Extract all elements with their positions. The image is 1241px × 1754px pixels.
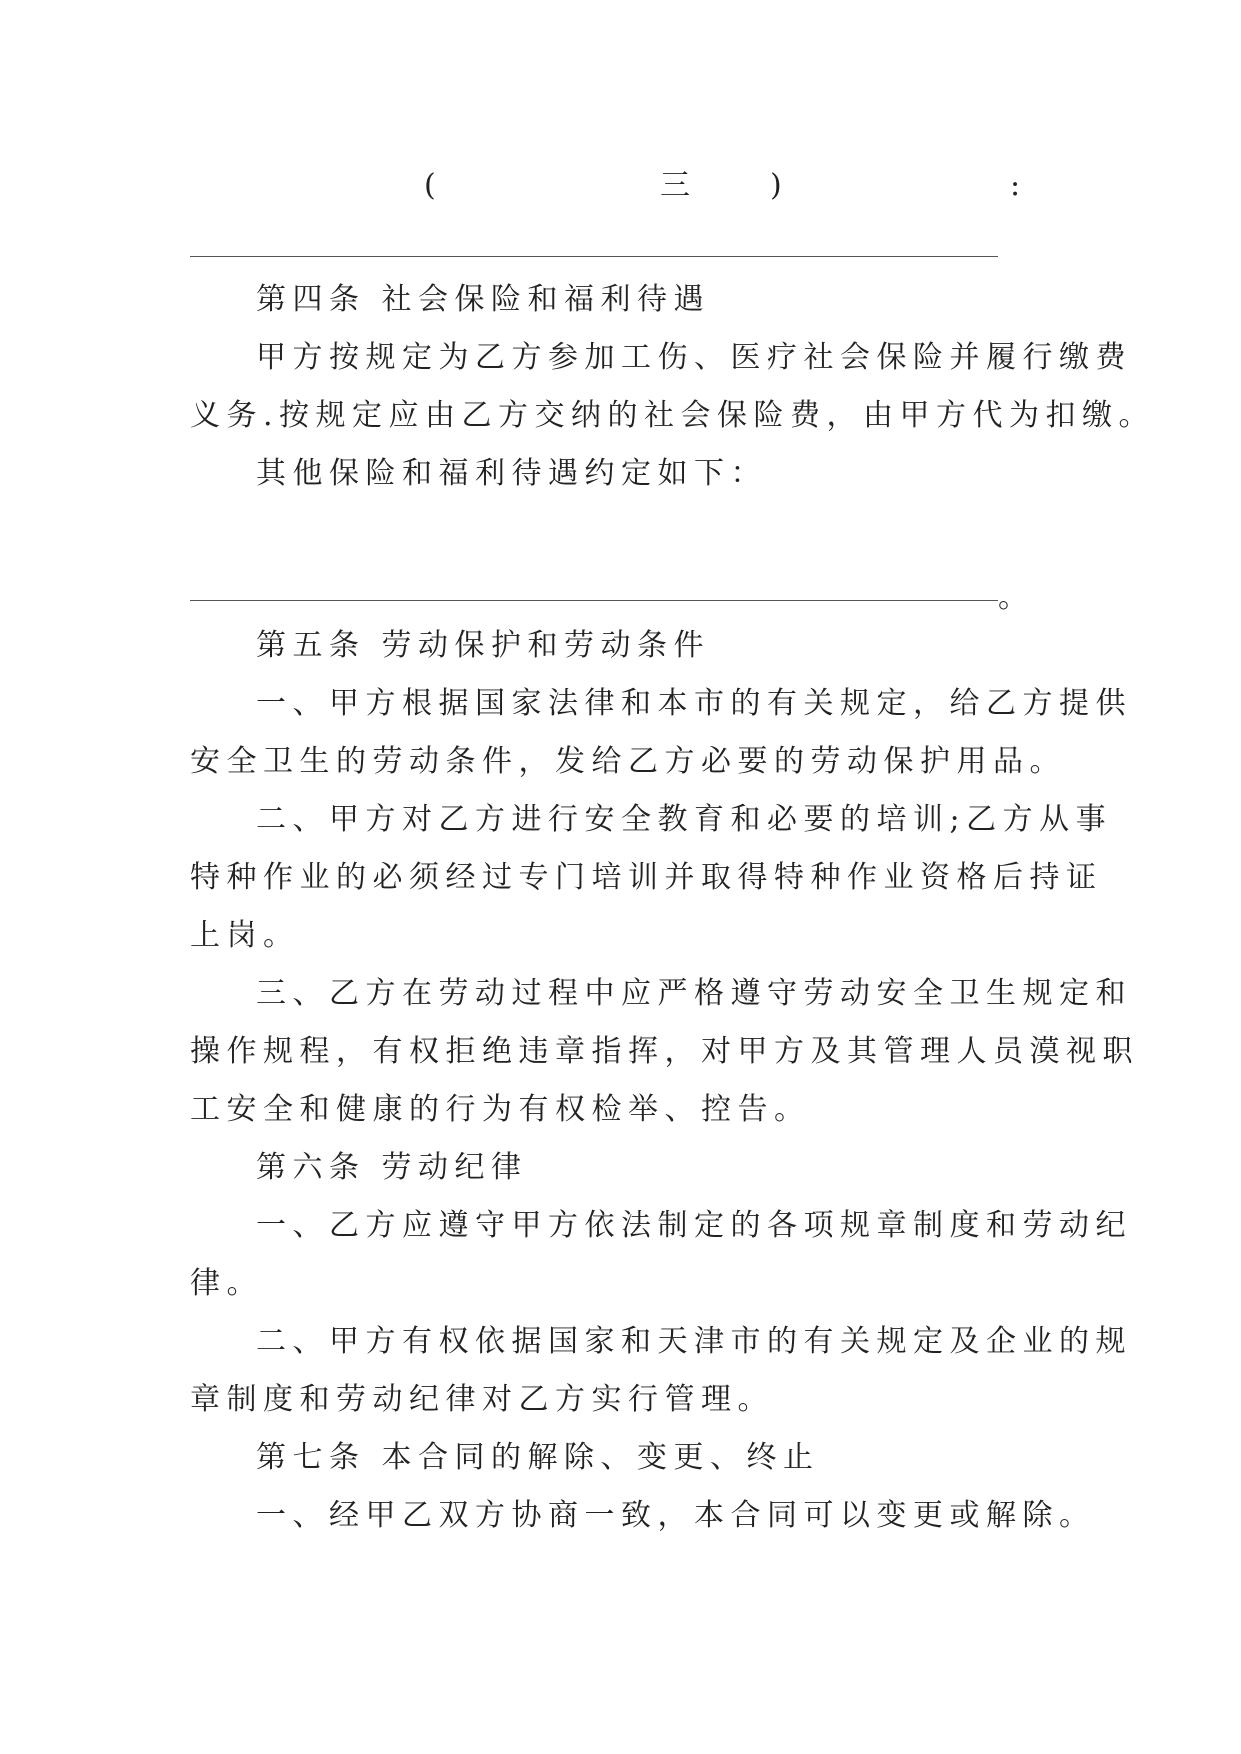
paragraph-line: 工安全和健康的行为有权检举、控告。 — [190, 1092, 811, 1127]
paragraph-line: 二、甲方有权依据国家和天津市的有关规定及企业的规 — [256, 1324, 1132, 1359]
article-5-title: 第五条 劳动保护和劳动条件 — [256, 628, 711, 663]
heading-colon: : — [1010, 168, 1021, 203]
blank-line-2 — [190, 600, 998, 601]
paragraph-line: 章制度和劳动纪律对乙方实行管理。 — [190, 1382, 774, 1417]
paragraph-line: 一、乙方应遵守甲方依法制定的各项规章制度和劳动纪 — [256, 1208, 1132, 1243]
paragraph-line: 操作规程，有权拒绝违章指挥，对甲方及其管理人员漠视职 — [190, 1034, 1139, 1069]
paragraph-line: 律。 — [190, 1266, 263, 1301]
article-6-title: 第六条 劳动纪律 — [256, 1150, 528, 1185]
paragraph-line: 一、甲方根据国家法律和本市的有关规定，给乙方提供 — [256, 686, 1132, 721]
paragraph-line: 其他保险和福利待遇约定如下： — [256, 456, 767, 491]
blank-line-1 — [190, 256, 998, 257]
heading-open-paren: ( — [424, 168, 436, 203]
paragraph-line: 甲方按规定为乙方参加工伤、医疗社会保险并履行缴费 — [256, 340, 1132, 375]
paragraph-line: 二、甲方对乙方进行安全教育和必要的培训;乙方从事 — [256, 802, 1113, 837]
paragraph-line: 特种作业的必须经过专门培训并取得特种作业资格后持证 — [190, 860, 1103, 895]
paragraph-line: 一、经甲乙双方协商一致，本合同可以变更或解除。 — [256, 1498, 1096, 1533]
article-4-title: 第四条 社会保险和福利待遇 — [256, 282, 711, 317]
paragraph-line: 义务.按规定应由乙方交纳的社会保险费，由甲方代为扣缴。 — [190, 398, 1156, 433]
paragraph-line: 安全卫生的劳动条件，发给乙方必要的劳动保护用品。 — [190, 744, 1066, 779]
blank-line-2-end: 。 — [998, 580, 1028, 615]
article-7-title: 第七条 本合同的解除、变更、终止 — [256, 1440, 820, 1475]
paragraph-line: 三、乙方在劳动过程中应严格遵守劳动安全卫生规定和 — [256, 976, 1132, 1011]
paragraph-line: 上岗。 — [190, 918, 300, 953]
heading-number: 三 — [660, 168, 690, 203]
heading-close-paren: ) — [770, 168, 782, 203]
